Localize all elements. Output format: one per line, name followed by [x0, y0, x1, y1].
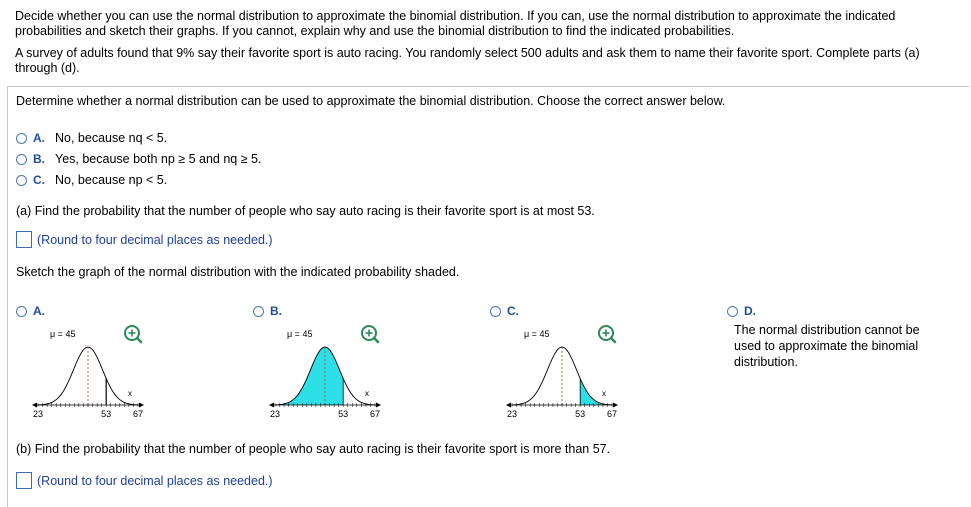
choice-letter: D. — [744, 304, 756, 318]
axis-arrow-right — [139, 403, 144, 408]
mu-label: μ = 45 — [287, 329, 313, 339]
choice-letter: A. — [33, 304, 45, 318]
zoom-icon-handle — [374, 338, 378, 342]
choice-d-text: The normal distribution cannot be used to approximate the binomial distribution. — [734, 323, 920, 369]
graph-choice-a[interactable] — [16, 304, 55, 318]
axis-arrow-right — [376, 403, 381, 408]
tick-label: 23 — [32, 409, 44, 419]
radio-icon[interactable] — [16, 154, 27, 165]
x-axis-label: x — [602, 389, 606, 398]
zoom-icon-handle — [611, 338, 615, 342]
part-b-answer-input[interactable] — [16, 472, 32, 489]
part-b-answer-row — [16, 472, 273, 489]
choice-letter: B. — [33, 152, 45, 166]
choice-text: Yes, because both np ≥ 5 and nq ≥ 5. — [55, 152, 262, 166]
radio-icon[interactable] — [16, 133, 27, 144]
tick-label: 53 — [575, 409, 586, 419]
axis-arrow-left — [269, 403, 274, 408]
part-a-prompt: (a) Find the probability that the number of people who say auto racing is their favorite sport is at most 53. — [16, 204, 595, 218]
graph-b — [265, 320, 395, 430]
sketch-prompt: Sketch the graph of the normal distribution with the indicated probability shaded. — [16, 265, 460, 279]
question-prompt: Determine whether a normal distribution can be used to approximate the binomial distribution. Choose the correct answer below. — [16, 94, 726, 108]
tick-label: 67 — [606, 409, 618, 419]
graph-choice-d[interactable] — [727, 304, 766, 318]
axis-arrow-left — [32, 403, 37, 408]
tick-label: 67 — [132, 409, 144, 419]
choice-letter: C. — [33, 173, 45, 187]
graph-choice-c[interactable] — [490, 304, 529, 318]
radio-icon[interactable] — [490, 306, 501, 317]
mu-label: μ = 45 — [50, 329, 76, 339]
part-b-prompt: (b) Find the probability that the number of people who say auto racing is their favorite sport is more than 57. — [16, 442, 611, 456]
choice-letter: B. — [270, 304, 282, 318]
axis-arrow-left — [506, 403, 511, 408]
rounding-hint: (Round to four decimal places as needed.) — [37, 473, 273, 488]
intro-text: Decide whether you can use the normal distribution to approximate the binomial distribution. If you can, use the normal distribution to approximate the indicated probabilities and sketch their graphs. If you cannot, explain why and use the binomial distribution to find the indicated probabilities. — [15, 9, 896, 38]
graph-a — [28, 320, 158, 430]
zoom-icon-handle — [137, 338, 141, 342]
graph-choice-b[interactable] — [253, 304, 292, 318]
x-axis-label: x — [128, 389, 132, 398]
part-a-answer-row — [16, 231, 273, 248]
radio-icon[interactable] — [16, 306, 27, 317]
rounding-hint: (Round to four decimal places as needed.) — [37, 232, 273, 247]
radio-icon[interactable] — [16, 175, 27, 186]
tick-label: 23 — [506, 409, 518, 419]
radio-icon[interactable] — [253, 306, 264, 317]
problem-statement: A survey of adults found that 9% say their favorite sport is auto racing. You randomly select 500 adults and ask them to name their favorite sport. Complete parts (a) through (d). — [15, 46, 920, 75]
choice-text: No, because np < 5. — [55, 173, 168, 187]
tick-label: 67 — [369, 409, 381, 419]
choice-a[interactable] — [16, 130, 167, 146]
axis-arrow-right — [613, 403, 618, 408]
choice-letter: C. — [507, 304, 519, 318]
choice-c[interactable] — [16, 172, 167, 188]
choice-b[interactable] — [16, 151, 261, 167]
x-axis-label: x — [365, 389, 369, 398]
choice-text: No, because nq < 5. — [55, 131, 168, 145]
part-a-answer-input[interactable] — [16, 231, 32, 248]
tick-label: 53 — [101, 409, 112, 419]
choice-letter: A. — [33, 131, 45, 145]
tick-label: 53 — [338, 409, 349, 419]
mu-label: μ = 45 — [524, 329, 550, 339]
tick-label: 23 — [269, 409, 281, 419]
radio-icon[interactable] — [727, 306, 738, 317]
graph-c — [502, 320, 632, 430]
